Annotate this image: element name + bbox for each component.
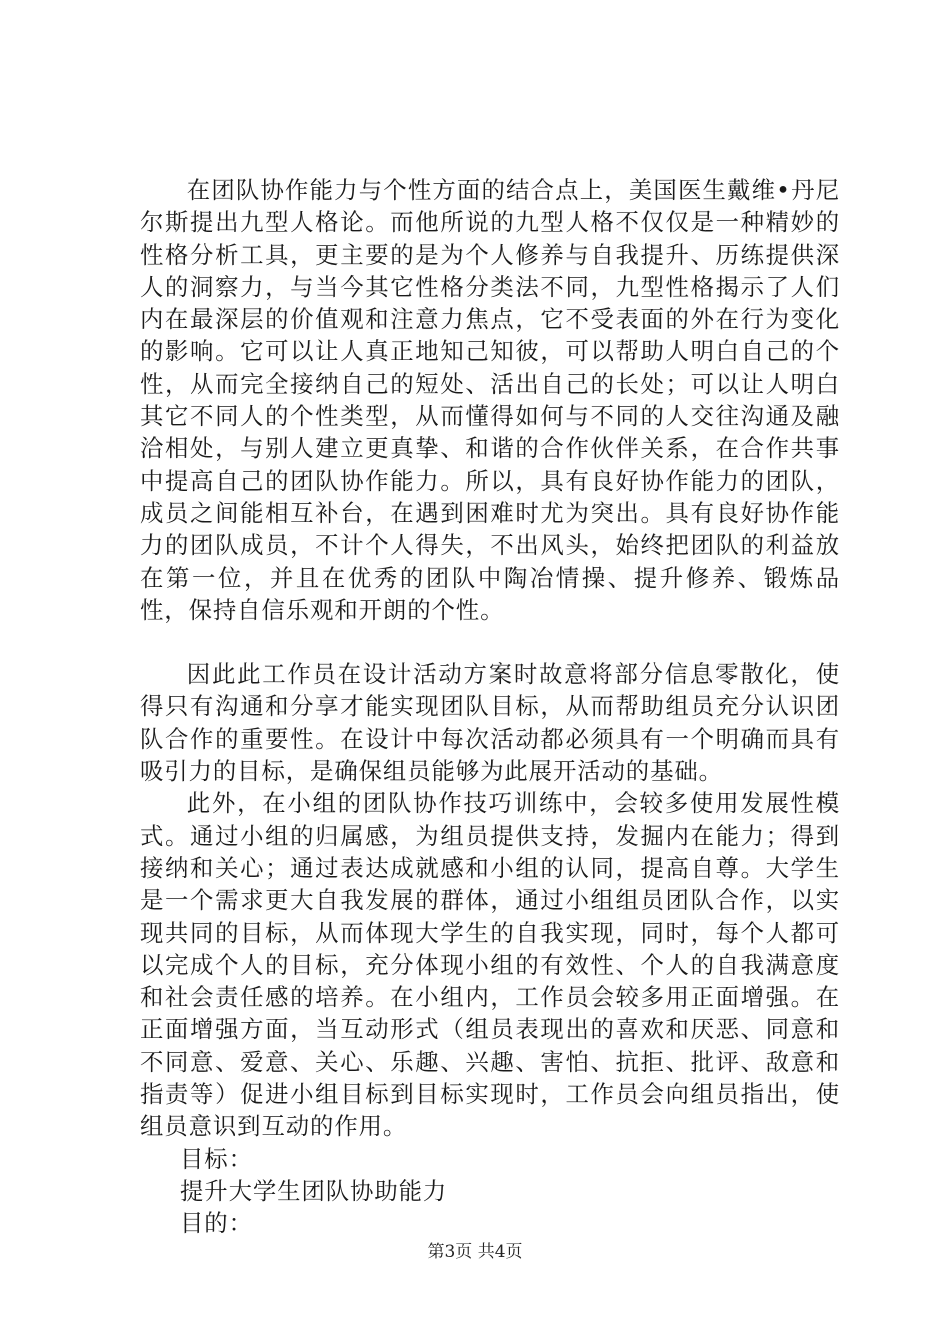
page-footer [0,1241,950,1263]
goal-label: 目标： [180,1144,253,1173]
paragraph-development-model: 此外，在小组的团队协作技巧训练中，会较多使用发展性模式。通过小组的归属感，为组员提供支持，发掘内在能力；得到接纳和关心；通过表达成就感和小组的认同，提高自尊。大学生是一个需求更大自我发展的群体，通过小组组员团队合作，以实现共同的目标，从而体现大学生的自我实现，同时，每个人都可以完成个人的目标，充分体现小组的有效性、个人的自我满意度和社会责任感的培养。在小组内，工作员会较多用正面增强。在正面增强方面，当互动形式（组员表现出的喜欢和厌恶、同意和不同意、爱意、关心、乐趣、兴趣、害怕、抗拒、批评、敌意和指责等）促进小组目标到目标实现时，工作员会向组员指出，使组员意识到互动的作用。 [140,789,840,1141]
page-indicator: 第3页 共4页 [427,1242,523,1262]
paragraph-enneagram: 在团队协作能力与个性方面的结合点上，美国医生戴维•丹尼尔斯提出九型人格论。而他所说的九型人格不仅仅是一种精妙的性格分析工具，更主要的是为个人修养与自我提升、历练提供深人的洞察力，与当今其它性格分类法不同，九型性格揭示了人们内在最深层的价值观和注意力焦点，它不受表面的外在行为变化的影响。它可以让人真正地知己知彼，可以帮助人明白自己的个性，从而完全接纳自己的短处、活出自己的长处；可以让人明白其它不同人的个性类型，从而懂得如何与不同的人交往沟通及融洽相处，与别人建立更真挚、和谐的合作伙伴关系，在合作共事中提高自己的团队协作能力。所以，具有良好协作能力的团队，成员之间能相互补台，在遇到困难时尤为突出。具有良好协作能力的团队成员，不计个人得失，不出风头，始终把团队的利益放在第一位，并且在优秀的团队中陶冶情操、提升修养、锻炼品性，保持自信乐观和开朗的个性。 [140,176,840,624]
goal-value: 提升大学生团队协助能力 [180,1176,448,1205]
document-body [140,174,840,1240]
purpose-label: 目的： [180,1209,253,1238]
paragraph-activity-design: 因此此工作员在设计活动方案时故意将部分信息零散化，使得只有沟通和分享才能实现团队目标，从而帮助组员充分认识团队合作的重要性。在设计中每次活动都必须具有一个明确而具有吸引力的目标，是确保组员能够为此展开活动的基础。 [140,660,840,786]
